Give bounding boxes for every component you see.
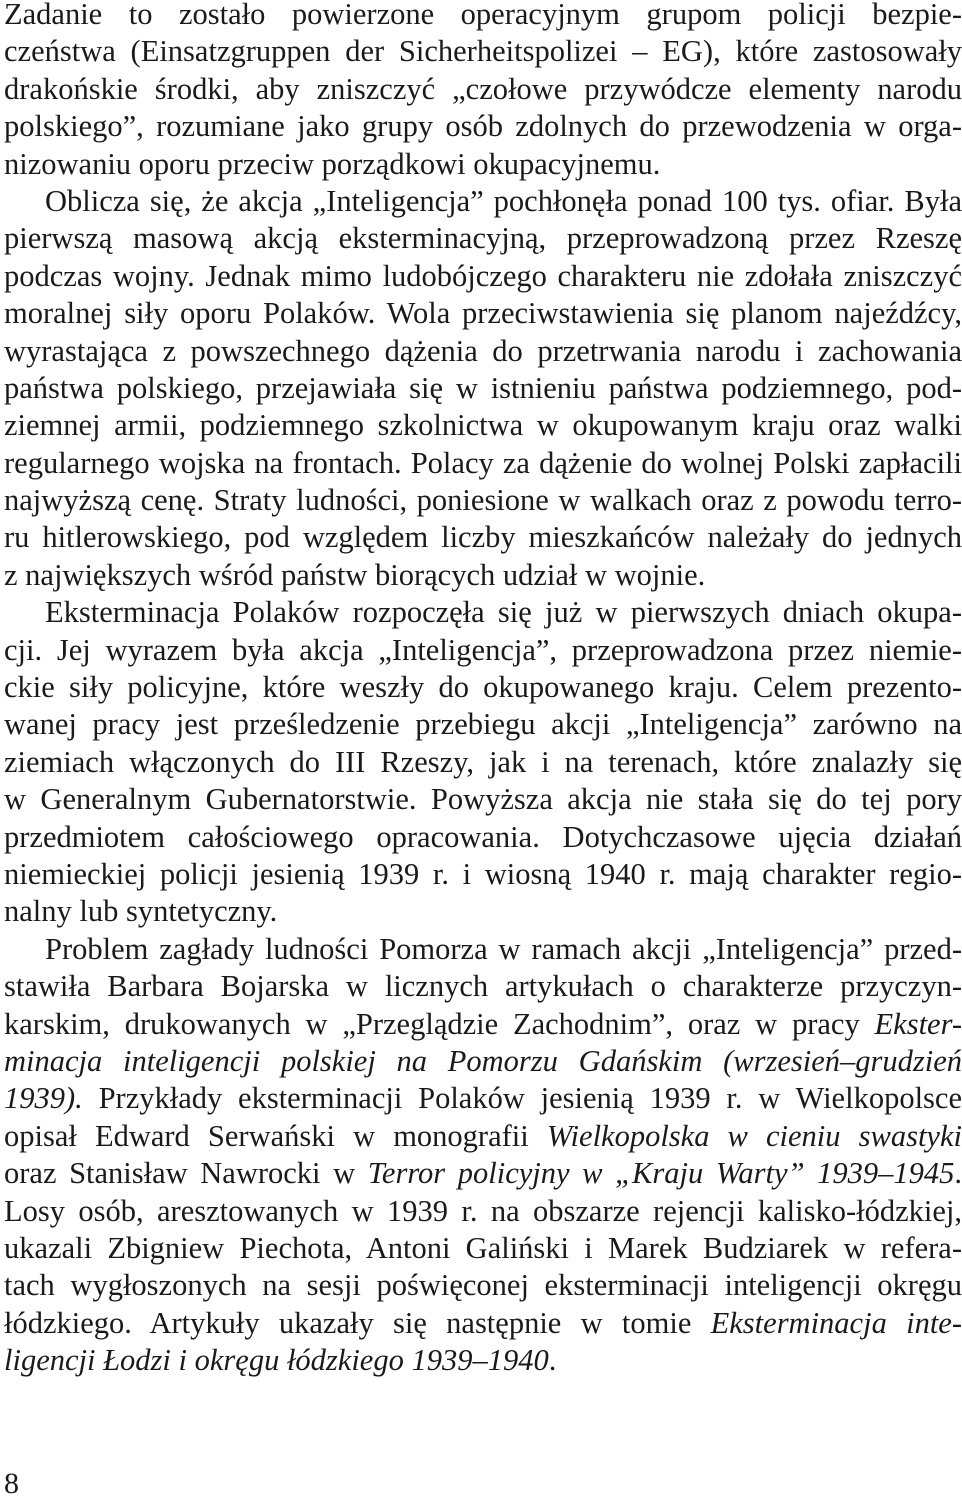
text-line bbox=[4, 482, 962, 519]
paragraph bbox=[4, 931, 962, 1380]
text-line bbox=[4, 1267, 962, 1304]
page-number: 8 bbox=[4, 1467, 19, 1500]
text-segment: pierwszą masową akcją eksterminacyjną, przeprowadzoną przez Rzeszę bbox=[4, 221, 962, 256]
text-line bbox=[4, 893, 962, 930]
text-segment: wanej pracy jest prześledzenie przebiegu akcji „Inteligencja” zarówno na bbox=[4, 707, 962, 742]
text-line bbox=[4, 594, 962, 631]
text-line bbox=[4, 968, 962, 1005]
text-segment: ziemnej armii, podziemnego szkolnictwa w okupowanym kraju oraz walki bbox=[4, 408, 962, 443]
text-segment: z największych wśród państw biorących udział w wojnie. bbox=[4, 557, 706, 592]
text-segment: łódzkiego. Artykuły ukazały się następnie w tomie bbox=[4, 1305, 711, 1340]
text-segment: ckie siły policyjne, które weszły do okupowanego kraju. Celem prezento- bbox=[4, 670, 962, 705]
text-segment: regularnego wojska na frontach. Polacy za dążenie do wolnej Polski zapłacili bbox=[4, 445, 962, 480]
text-line bbox=[4, 1118, 962, 1155]
text-segment: Zadanie to zostało powierzone operacyjnym grupom policji bezpie- bbox=[4, 0, 962, 31]
text-line bbox=[4, 1006, 962, 1043]
text-segment: państwa polskiego, przejawiała się w istnieniu państwa podziemnego, pod- bbox=[4, 370, 962, 405]
text-line bbox=[4, 0, 962, 33]
text-segment: w Generalnym Gubernatorstwie. Powyższa akcja nie stała się do tej pory bbox=[4, 782, 962, 817]
italic-text: Eksterminacja inte- bbox=[710, 1305, 962, 1340]
text-segment: Problem zagłady ludności Pomorza w ramach akcji „Inteligencja” przed- bbox=[45, 931, 962, 966]
text-line bbox=[4, 931, 962, 968]
text-segment: polskiego”, rozumiane jako grupy osób zdolnych do przewodzenia w orga- bbox=[4, 109, 962, 144]
text-line bbox=[4, 856, 962, 893]
text-segment: nizowaniu oporu przeciw porządkowi okupacyjnemu. bbox=[4, 146, 661, 181]
text-line bbox=[4, 33, 962, 70]
text-segment: najwyższą cenę. Straty ludności, poniesione w walkach oraz z powodu terro- bbox=[4, 483, 962, 518]
text-segment: Przykłady eksterminacji Polaków jesienią 1939 r. w Wielkopolsce bbox=[82, 1081, 962, 1116]
text-line bbox=[4, 1342, 962, 1379]
text-line bbox=[4, 220, 962, 257]
text-line bbox=[4, 519, 962, 556]
text-segment: przedmiotem całościowego opracowania. Dotychczasowe ujęcia działań bbox=[4, 819, 962, 854]
text-segment: oraz Stanisław Nawrocki w bbox=[4, 1156, 368, 1191]
paragraph bbox=[4, 0, 962, 183]
paragraph bbox=[4, 594, 962, 931]
text-segment: podczas wojny. Jednak mimo ludobójczego charakteru nie zdołała zniszczyć bbox=[4, 258, 962, 293]
text-line bbox=[4, 744, 962, 781]
text-segment: Eksterminacja Polaków rozpoczęła się już w pierwszych dniach okupa- bbox=[45, 595, 962, 630]
text-line bbox=[4, 706, 962, 743]
text-line bbox=[4, 632, 962, 669]
italic-text: 1939). bbox=[4, 1081, 83, 1116]
text-segment: drakońskie środki, aby zniszczyć „czołowe przywódcze elementy narodu bbox=[4, 71, 962, 106]
text-line bbox=[4, 370, 962, 407]
text-line bbox=[4, 146, 962, 183]
text-segment: ziemiach włączonych do III Rzeszy, jak i na terenach, które znalazły się bbox=[4, 744, 962, 779]
text-line bbox=[4, 1080, 962, 1117]
text-line bbox=[4, 407, 962, 444]
text-line bbox=[4, 1155, 962, 1192]
text-line bbox=[4, 183, 962, 220]
paragraph bbox=[4, 183, 962, 594]
text-segment: karskim, drukowanych w „Przeglądzie Zachodnim”, oraz w pracy bbox=[4, 1006, 875, 1041]
text-segment: ukazali Zbigniew Piechota, Antoni Galiński i Marek Budziarek w refera- bbox=[4, 1230, 962, 1265]
text-segment: stawiła Barbara Bojarska w licznych artykułach o charakterze przyczyn- bbox=[4, 969, 962, 1004]
text-segment: moralnej siły oporu Polaków. Wola przeciwstawienia się planom najeźdźcy, bbox=[4, 296, 962, 331]
text-segment: Oblicza się, że akcja „Inteligencja” pochłonęła ponad 100 tys. ofiar. Była bbox=[45, 183, 962, 218]
italic-text: Terror policyjny w „Kraju Warty” 1939–1945 bbox=[367, 1156, 955, 1191]
text-segment: nalny lub syntetyczny. bbox=[4, 894, 278, 929]
text-line bbox=[4, 71, 962, 108]
text-segment: ru hitlerowskiego, pod względem liczby mieszkańców należały do jednych bbox=[4, 520, 962, 555]
text-segment: . bbox=[954, 1156, 962, 1191]
text-segment: . bbox=[548, 1343, 557, 1378]
text-line bbox=[4, 108, 962, 145]
text-line bbox=[4, 1305, 962, 1342]
text-segment: Losy osób, aresztowanych w 1939 r. na obszarze rejencji kalisko-łódzkiej, bbox=[4, 1193, 962, 1228]
text-line bbox=[4, 557, 962, 594]
body-text bbox=[4, 0, 962, 1379]
text-segment: cji. Jej wyrazem była akcja „Inteligencja”, przeprowadzona przez niemie- bbox=[4, 632, 962, 667]
text-line bbox=[4, 295, 962, 332]
text-line bbox=[4, 333, 962, 370]
italic-text: Ekster- bbox=[874, 1006, 962, 1041]
text-segment: wyrastająca z powszechnego dążenia do przetrwania narodu i zachowania bbox=[4, 333, 962, 368]
text-line bbox=[4, 445, 962, 482]
text-line bbox=[4, 669, 962, 706]
text-segment: niemieckiej policji jesienią 1939 r. i wiosną 1940 r. mają charakter regio- bbox=[4, 856, 962, 891]
text-line bbox=[4, 1043, 962, 1080]
text-line bbox=[4, 1230, 962, 1267]
italic-text: ligencji Łodzi i okręgu łódzkiego 1939–1940 bbox=[4, 1343, 549, 1378]
text-line bbox=[4, 781, 962, 818]
text-line bbox=[4, 819, 962, 856]
text-line bbox=[4, 1193, 962, 1230]
italic-text: Wielkopolska w cieniu swastyki bbox=[546, 1118, 962, 1153]
text-segment: opisał Edward Serwański w monografii bbox=[4, 1118, 547, 1153]
text-line bbox=[4, 258, 962, 295]
italic-text: minacja inteligencji polskiej na Pomorzu Gdańskim (wrzesień–grudzień bbox=[4, 1043, 962, 1078]
text-segment: tach wygłoszonych na sesji poświęconej eksterminacji inteligencji okręgu bbox=[4, 1268, 962, 1303]
text-segment: czeństwa (Einsatzgruppen der Sicherheitspolizei – EG), które zastosowały bbox=[4, 34, 962, 69]
